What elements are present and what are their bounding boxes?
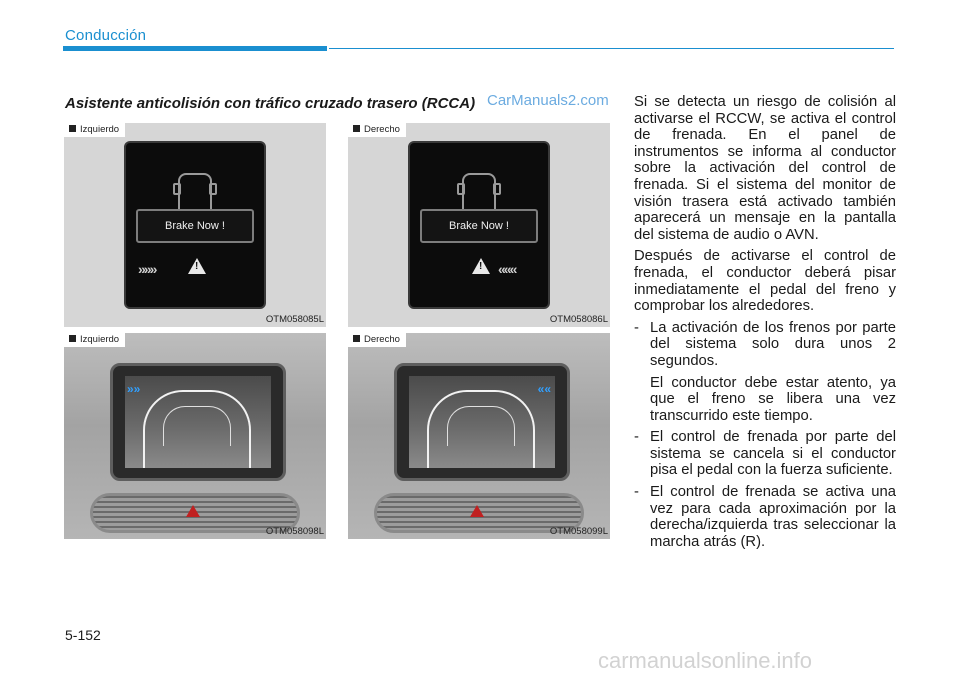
figure-cluster-right bbox=[348, 123, 610, 327]
figure-code: OTM058085L bbox=[265, 314, 324, 325]
parking-guide-inner bbox=[447, 406, 515, 446]
figure-label: Derecho bbox=[348, 123, 406, 137]
figure-label: Izquierdo bbox=[64, 123, 125, 137]
figure-label: Derecho bbox=[348, 333, 406, 347]
figure-cluster-left bbox=[64, 123, 326, 327]
page-number: 5-152 bbox=[65, 627, 101, 643]
brake-now-message: Brake Now ! bbox=[420, 209, 538, 243]
warning-triangle-icon bbox=[188, 258, 206, 274]
cross-traffic-left-icon: »» bbox=[127, 382, 141, 396]
rear-camera-view bbox=[125, 376, 271, 468]
list-item: - La activación de los frenos por parte del sistema solo dura unos 2 segundos. bbox=[634, 319, 896, 369]
list-dash: - bbox=[634, 484, 639, 501]
paragraph: Después de activarse el control de frenada, el conductor deberá pisar inmediatamente el pedal del freno y comprobar los alrededores. bbox=[634, 248, 896, 315]
brake-now-message: Brake Now ! bbox=[136, 209, 254, 243]
figure-code: OTM058098L bbox=[265, 526, 324, 537]
chevrons-left-icon: ««« bbox=[498, 261, 516, 277]
watermark-top: CarManuals2.com bbox=[487, 92, 609, 109]
list-dash: - bbox=[634, 319, 639, 336]
header-rule-thin bbox=[329, 48, 894, 49]
section-title: Conducción bbox=[65, 27, 147, 44]
instrument-cluster bbox=[408, 141, 550, 309]
header-rule-thick bbox=[63, 46, 327, 51]
square-bullet-icon bbox=[69, 335, 76, 342]
list-item: - El control de frenada se activa una vez para cada aproximación por la derecha/izquierda tras seleccionar la marcha atrás (R). bbox=[634, 484, 896, 550]
square-bullet-icon bbox=[353, 335, 360, 342]
cross-traffic-right-icon: «« bbox=[537, 382, 551, 396]
avn-screen-frame bbox=[394, 363, 570, 481]
list-item-continuation: El conductor debe estar atento, ya que el freno se libera una vez transcurrido este tiempo. bbox=[650, 374, 896, 424]
watermark-bottom: carmanualsonline.info bbox=[598, 648, 813, 673]
page-heading: Asistente anticolisión con tráfico cruzado trasero (RCCA) bbox=[65, 95, 476, 112]
list-dash: - bbox=[634, 429, 639, 446]
square-bullet-icon bbox=[69, 125, 76, 132]
figure-code: OTM058086L bbox=[549, 314, 608, 325]
avn-screen-frame bbox=[110, 363, 286, 481]
figure-avn-left bbox=[64, 333, 326, 539]
hazard-button-icon bbox=[470, 505, 484, 517]
hazard-button-icon bbox=[186, 505, 200, 517]
list-item: - El control de frenada por parte del sistema se cancela si el conductor pisa el pedal con la fuerza suficiente. bbox=[634, 429, 896, 479]
figure-code: OTM058099L bbox=[549, 526, 608, 537]
square-bullet-icon bbox=[353, 125, 360, 132]
parking-guide-inner bbox=[163, 406, 231, 446]
figure-label: Izquierdo bbox=[64, 333, 125, 347]
instrument-cluster bbox=[124, 141, 266, 309]
paragraph: Si se detecta un riesgo de colisión al activarse el RCCW, se activa el control de frenada. En el panel de instrumentos se informa al conductor sobre la activación del control de frenada. Si el sistema del monitor de visión trasera está activado también aparecerá un mensaje en la pantalla del sistema de audio o AVN. bbox=[634, 94, 896, 243]
figure-avn-right bbox=[348, 333, 610, 539]
warning-triangle-icon bbox=[472, 258, 490, 274]
chevrons-right-icon: »»» bbox=[138, 261, 156, 277]
body-text bbox=[634, 94, 896, 555]
rear-camera-view bbox=[409, 376, 555, 468]
